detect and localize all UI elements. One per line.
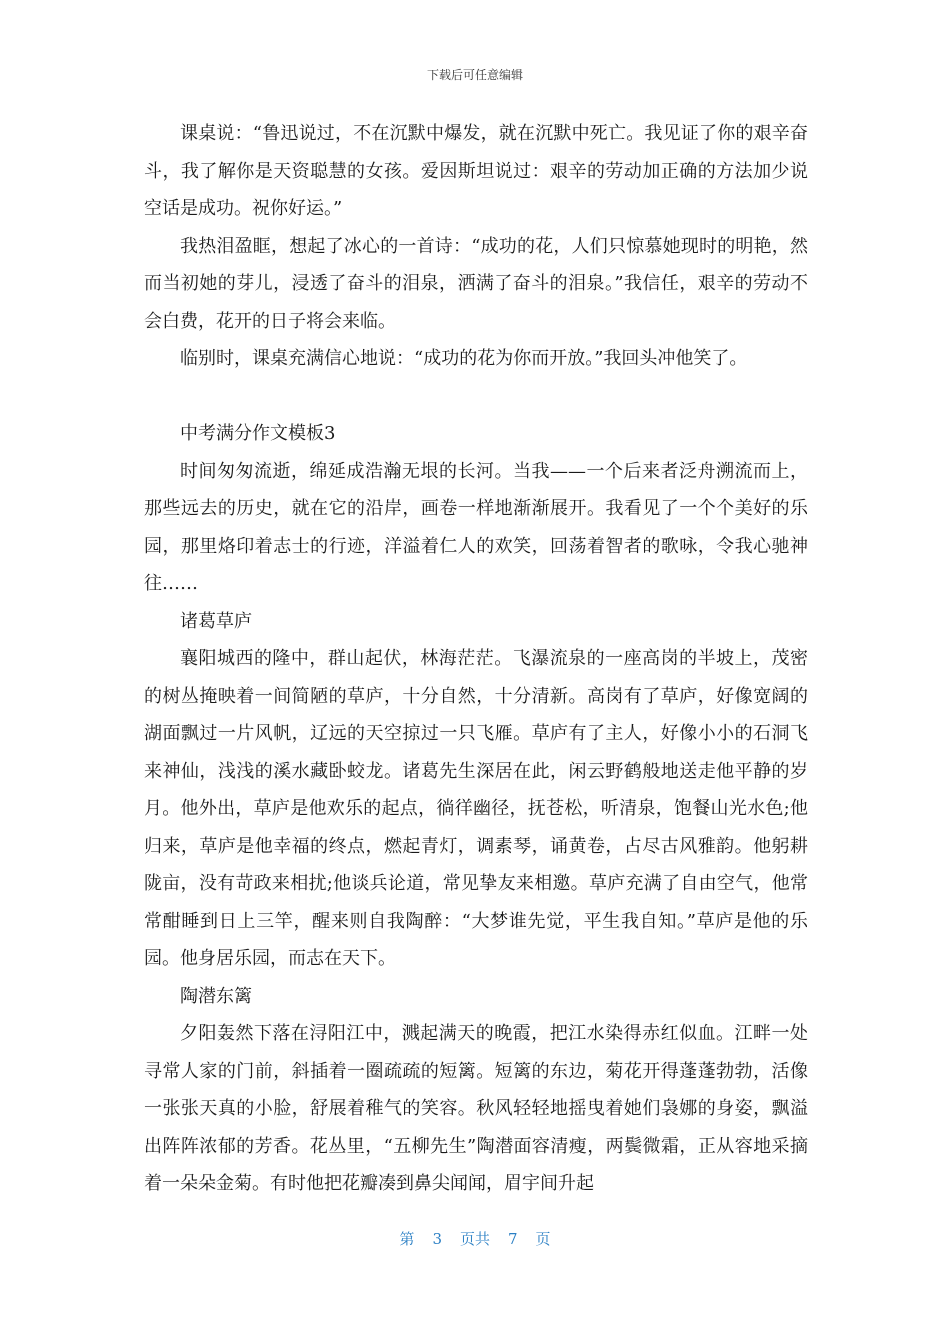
paragraph-desk-speech: 课桌说：“鲁迅说过，不在沉默中爆发，就在沉默中死亡。我见证了你的艰辛奋斗，我了解你是天资聪慧的女孩。爱因斯坦说过：艰辛的劳动加正确的方法加少说空话是成功。祝你好运。” — [144, 123, 808, 219]
paragraph-intro: 时间匆匆流逝，绵延成浩瀚无垠的长河。当我——一个后来者泛舟溯流而上，那些远去的历史，就在它的沿岸，画卷一样地渐渐展开。我看见了一个个美好的乐园，那里烙印着志士的行迹，洋溢着仁人的欢笑，回荡着智者的歌咏，令我心驰神往…… — [144, 460, 808, 594]
footer-total-pages: 7 — [508, 1230, 518, 1248]
subheading-taoqian: 陶潜东篱 — [180, 985, 252, 1007]
footer-suffix: 页 — [535, 1230, 551, 1248]
section-title: 中考满分作文模板3 — [180, 423, 336, 444]
footer-current-page: 3 — [432, 1230, 442, 1248]
page-header — [0, 66, 950, 83]
header-text: 下载后可任意编辑 — [426, 68, 523, 82]
footer-mid: 页共 — [459, 1230, 490, 1248]
paragraph-taoqian: 夕阳轰然下落在浔阳江中，溅起满天的晚霞，把江水染得赤红似血。江畔一处寻常人家的门前，斜插着一圈疏疏的短篱。短篱的东边，菊花开得蓬蓬勃勃，活像一张张天真的小脸，舒展着稚气的笑容。秋风轻轻地摇曳着她们袅娜的身姿，飘溢出阵阵浓郁的芳香。花丛里，“五柳先生”陶潜面容清瘦，两鬓微霜，正从容地采摘着一朵朵金菊。有时他把花瓣凑到鼻尖闻闻，眉宇间升起 — [144, 1023, 808, 1194]
document-body — [144, 115, 808, 1203]
paragraph-bingxin-poem: 我热泪盈眶，想起了冰心的一首诗：“成功的花，人们只惊慕她现时的明艳，然而当初她的芽儿，浸透了奋斗的泪泉，洒满了奋斗的泪泉。”我信任，艰辛的劳动不会白费，花开的日子将会来临。 — [144, 235, 808, 332]
subheading-zhuge: 诸葛草庐 — [180, 610, 252, 632]
footer-prefix: 第 — [399, 1230, 415, 1248]
page-footer — [0, 1228, 950, 1249]
paragraph-farewell: 临别时，课桌充满信心地说：“成功的花为你而开放。”我回头冲他笑了。 — [180, 348, 748, 369]
section-gap — [144, 378, 808, 416]
paragraph-zhuge: 襄阳城西的隆中，群山起伏，林海茫茫。飞瀑流泉的一座高岗的半坡上，茂密的树丛掩映着一间简陋的草庐，十分自然，十分清新。高岗有了草庐，好像宽阔的湖面飘过一片风帆，辽远的天空掠过一只飞雁。草庐有了主人，好像小小的石洞飞来神仙，浅浅的溪水藏卧蛟龙。诸葛先生深居在此，闲云野鹤般地送走他平静的岁月。他外出，草庐是他欢乐的起点，徜徉幽径，抚苍松，听清泉，饱餐山光水色;他归来，草庐是他幸福的终点，燃起青灯，调素琴，诵黄卷，占尽古风雅韵。他躬耕陇亩，没有苛政来相扰;他谈兵论道，常见挚友来相邀。草庐充满了自由空气，他常常酣睡到日上三竿，醒来则自我陶醉：“大梦谁先觉，平生我自知。”草庐是他的乐园。他身居乐园，而志在天下。 — [144, 648, 808, 969]
